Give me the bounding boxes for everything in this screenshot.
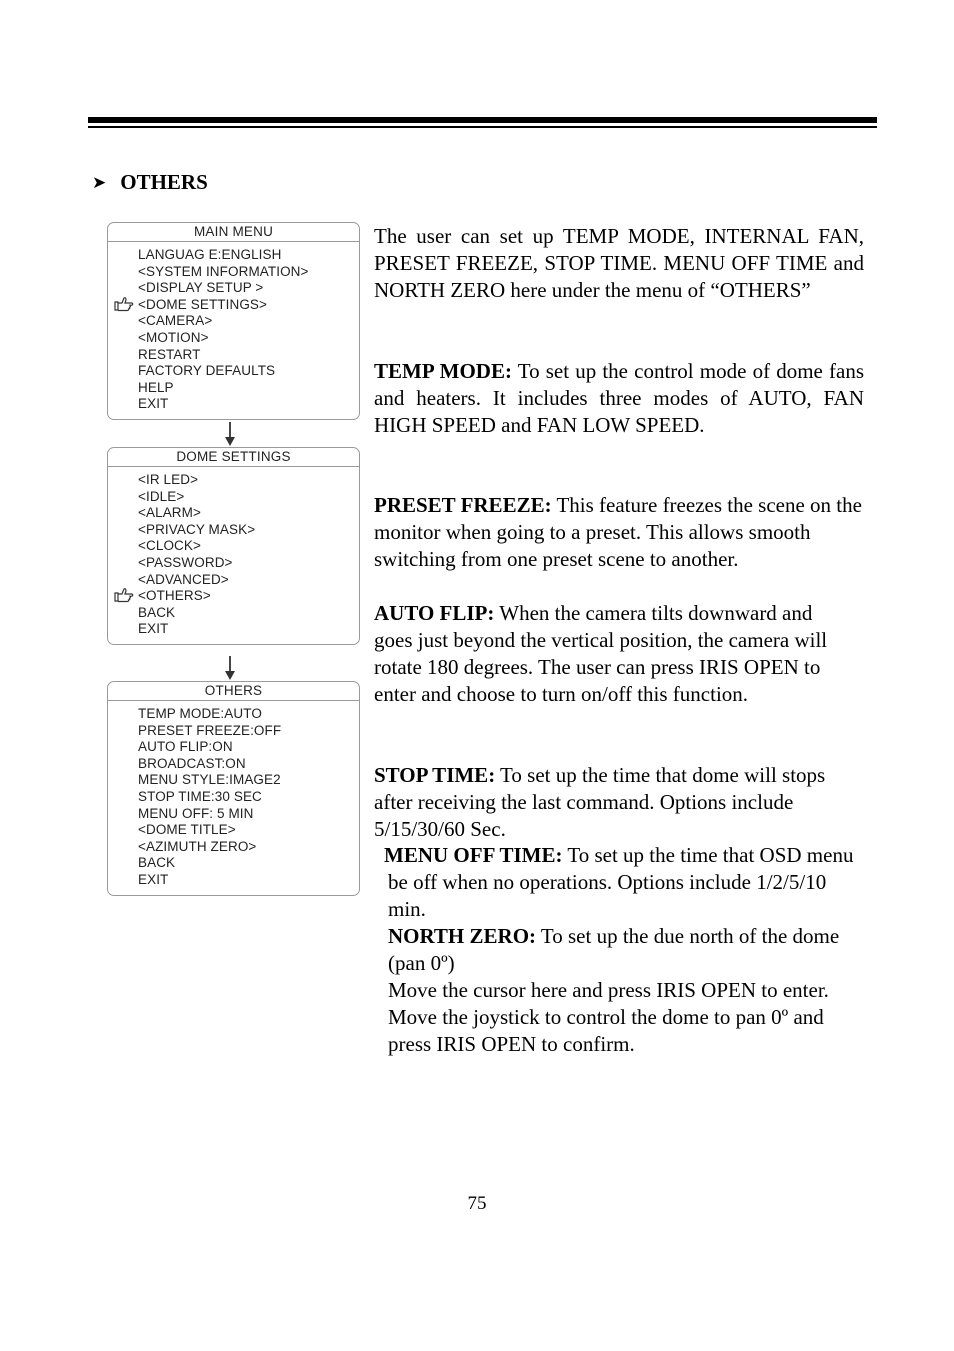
main-menu-item: FACTORY DEFAULTS	[138, 363, 276, 379]
others-menu-item: <AZIMUTH ZERO>	[138, 838, 257, 854]
north-zero-instructions: Move the cursor here and press IRIS OPEN to enter. Move the joystick to control the dome to pan 0º and press IRIS OPEN to confirm.	[388, 978, 829, 1056]
header-rule-thick	[88, 117, 877, 123]
north-zero-paragraph	[388, 923, 848, 977]
dome-settings-item: BACK	[138, 604, 176, 620]
others-menu-box	[107, 681, 360, 896]
others-menu-item: PRESET FREEZE:OFF	[138, 722, 282, 738]
preset-freeze-label: PRESET FREEZE:	[374, 493, 552, 517]
dome-settings-menu-box	[107, 447, 360, 645]
dome-settings-item: <PRIVACY MASK>	[138, 521, 256, 537]
others-menu-item: BACK	[138, 855, 176, 871]
main-menu-item: <SYSTEM INFORMATION>	[138, 263, 309, 279]
dome-settings-item: <ALARM>	[138, 505, 201, 521]
others-menu-item: MENU STYLE:IMAGE2	[138, 772, 281, 788]
others-menu-item: TEMP MODE:AUTO	[138, 706, 262, 721]
main-menu-box	[107, 222, 360, 420]
north-zero-label: NORTH ZERO:	[388, 924, 537, 948]
header-rule-thin	[88, 126, 877, 128]
auto-flip-text: When the camera tilts downward and goes just beyond the vertical position, the camera will rotate 180 degrees. The user can press IRIS OPEN to enter and choose to turn on/off this function.	[374, 601, 828, 706]
auto-flip-label: AUTO FLIP:	[374, 601, 495, 625]
main-menu-item: <MOTION>	[138, 329, 209, 345]
main-menu-item: RESTART	[138, 346, 201, 362]
main-menu-item: EXIT	[138, 396, 169, 412]
north-zero-text: To set up the due north of the dome (pan 0º)	[388, 924, 840, 975]
hand-pointer-icon	[114, 296, 134, 312]
stop-time-paragraph	[374, 762, 844, 843]
others-menu-item: EXIT	[138, 871, 169, 887]
menu-off-time-text: To set up the time that OSD menu be off when no operations. Options include 1/2/5/10 min.	[388, 843, 854, 921]
section-title: OTHERS	[120, 170, 208, 194]
dome-settings-item: EXIT	[138, 621, 169, 637]
page-number: 75	[467, 1193, 487, 1214]
dome-settings-item: <ADVANCED>	[138, 571, 229, 587]
intro-paragraph: The user can set up TEMP MODE, INTERNAL FAN, PRESET FREEZE, STOP TIME. MENU OFF TIME and NORTH ZERO here under the menu of “OTHERS”	[374, 224, 864, 302]
dome-settings-title: DOME SETTINGS	[108, 448, 359, 467]
others-menu-item: AUTO FLIP:ON	[138, 739, 233, 755]
others-menu-item: MENU OFF: 5 MIN	[138, 805, 254, 821]
main-menu-item: LANGUAG E:ENGLISH	[138, 247, 282, 262]
temp-mode-text: To set up the control mode of dome fans and heaters. It includes three modes of AUTO, FAN HIGH SPEED and FAN LOW SPEED.	[374, 359, 864, 437]
others-menu-title: OTHERS	[108, 682, 359, 701]
auto-flip-paragraph	[374, 600, 854, 708]
preset-freeze-paragraph	[374, 492, 864, 573]
main-menu-title: MAIN MENU	[108, 223, 359, 242]
bullet-arrow-icon: ➤	[92, 172, 107, 192]
hand-pointer-icon	[114, 587, 134, 603]
dome-settings-item: <CLOCK>	[138, 538, 201, 554]
main-menu-item: HELP	[138, 379, 174, 395]
main-menu-item: <CAMERA>	[138, 313, 213, 329]
menu-off-time-paragraph	[384, 842, 859, 923]
dome-settings-item: <IR LED>	[138, 472, 199, 487]
section-heading	[92, 170, 208, 195]
dome-settings-item-selected: <OTHERS>	[138, 588, 359, 605]
stop-time-text: To set up the time that dome will stops after receiving the last command. Options include 5/15/30/60 Sec.	[374, 763, 826, 841]
temp-mode-label: TEMP MODE:	[374, 359, 512, 383]
stop-time-label: STOP TIME:	[374, 763, 496, 787]
others-menu-item: <DOME TITLE>	[138, 822, 236, 838]
down-arrow-icon	[222, 655, 238, 681]
dome-settings-item: <PASSWORD>	[138, 554, 233, 570]
temp-mode-paragraph	[374, 358, 864, 439]
others-menu-item: STOP TIME:30 SEC	[138, 788, 262, 804]
main-menu-item-selected: <DOME SETTINGS>	[138, 297, 359, 314]
preset-freeze-text: This feature freezes the scene on the monitor when going to a preset. This allows smooth switching from one preset scene to another.	[374, 493, 862, 571]
main-menu-item: <DISPLAY SETUP >	[138, 280, 264, 296]
menu-off-time-label: MENU OFF TIME:	[384, 843, 563, 867]
down-arrow-icon	[222, 421, 238, 447]
dome-settings-item: <IDLE>	[138, 488, 185, 504]
others-menu-item: BROADCAST:ON	[138, 755, 246, 771]
